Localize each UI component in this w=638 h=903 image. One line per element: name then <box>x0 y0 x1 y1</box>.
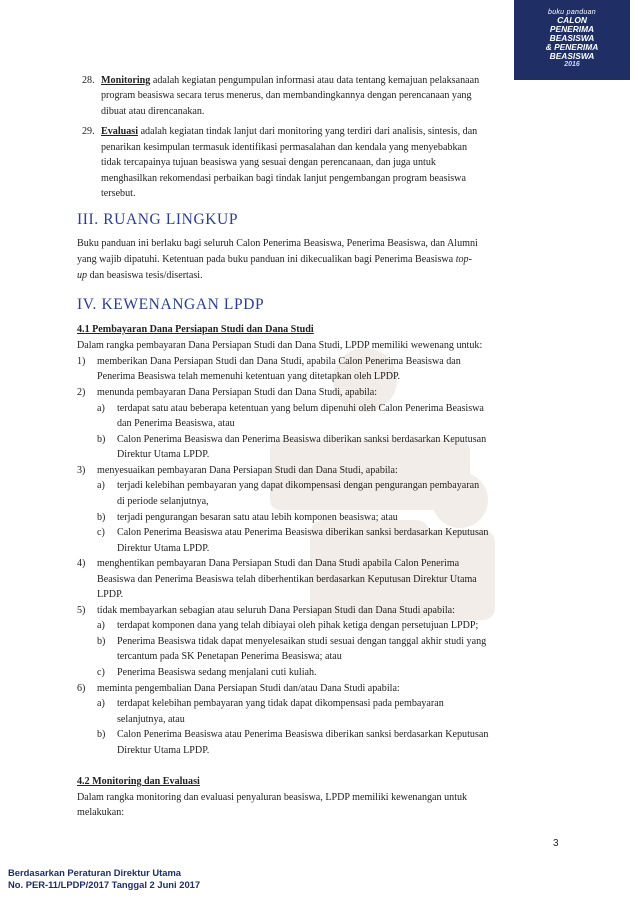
subitem-line: terjadi pengurangan besaran satu atau lebih komponen beasiswa; atau <box>117 512 398 523</box>
body-italic: top- <box>455 254 472 265</box>
def-line: adalah kegiatan pengumpulan informasi atau data tentang kemajuan pelaksanaan <box>152 75 480 86</box>
body-text: yang wajib dipatuhi. Ketentuan pada buku panduan ini dikecualikan bagi Penerima Beasiswa <box>77 254 454 265</box>
item-number: 3) <box>77 465 86 476</box>
subitem-line: terdapat komponen dana yang telah dibiayai oleh pihak ketiga dengan persetujuan LPDP; <box>117 620 479 631</box>
subitem-line: terdapat kelebihan pembayaran yang tidak dapat dikompensasi pada pembayaran <box>117 698 444 709</box>
def-line: penarikan kesimpulan termasuk identifikasi permasalahan dan kendala yang menyebabkan <box>101 142 468 153</box>
item-line: menunda pembayaran Dana Persiapan Studi dan Dana Studi, apabila: <box>97 387 378 398</box>
body-text: dan beasiswa tesis/disertasi. <box>89 270 203 281</box>
badge-year: 2016 <box>564 61 580 68</box>
item-line: memberikan Dana Persiapan Studi dan Dana Studi, apabila Calon Penerima Beasiswa dan <box>97 356 461 367</box>
body-line: melakukan: <box>77 807 125 818</box>
item-line: menyesuaikan pembayaran Dana Persiapan Studi dan Dana Studi, apabila: <box>97 465 398 476</box>
definition-monitoring <box>101 73 563 88</box>
subitem-line: terjadi kelebihan pembayaran yang dapat dikompensasi dengan pengurangan pembayaran <box>117 480 480 491</box>
item-number: 5) <box>77 605 86 616</box>
badge-line1: buku panduan <box>548 9 596 16</box>
item-number: 1) <box>77 356 86 367</box>
item-line: LPDP. <box>97 589 124 600</box>
definition-evaluasi <box>101 124 563 139</box>
subitem-letter: c) <box>97 667 105 678</box>
subitem-line: Direktur Utama LPDP. <box>117 745 210 756</box>
body-italic: up <box>77 270 88 281</box>
subitem-letter: a) <box>97 620 105 631</box>
subitem-line: selanjutnya, atau <box>117 714 185 725</box>
subitem-letter: a) <box>97 403 105 414</box>
def-number: 29. <box>82 126 95 137</box>
section-title-ruang-lingkup: III. RUANG LINGKUP <box>77 211 239 228</box>
subitem-letter: c) <box>97 527 105 538</box>
subitem-line: Direktur Utama LPDP. <box>117 449 210 460</box>
subitem-letter: b) <box>97 729 106 740</box>
def-number: 28. <box>82 75 95 86</box>
term-monitoring: Monitoring <box>101 75 151 86</box>
def-line: menghasilkan rekomendasi perbaikan bagi tindak lanjut pengembangan program beasiswa <box>101 173 466 184</box>
badge-line3: PENERIMA <box>549 24 595 34</box>
subitem-letter: a) <box>97 698 105 709</box>
guide-badge <box>514 0 630 80</box>
item-line: meminta pengembalian Dana Persiapan Studi dan/atau Dana Studi apabila: <box>97 683 400 694</box>
subitem-line: di periode selanjutnya, <box>117 496 209 507</box>
def-line: adalah kegiatan tindak lanjut dari monitoring yang terdiri dari analisis, sintesis, dan <box>140 126 478 137</box>
subsection-title: 4.1 Pembayaran Dana Persiapan Studi dan Dana Studi <box>77 324 314 335</box>
subitem-line: Direktur Utama LPDP. <box>117 543 210 554</box>
subitem-letter: a) <box>97 480 105 491</box>
def-line: dibuat atau direncanakan. <box>101 106 205 117</box>
subitem-line: Penerima Beasiswa sedang menjalani cuti kuliah. <box>117 667 317 678</box>
item-number: 6) <box>77 683 86 694</box>
item-line: Beasiswa dan Penerima Beasiswa telah diberhentikan berdasarkan Keputusan Direktur Utama <box>97 574 477 585</box>
section-title-kewenangan: IV. KEWENANGAN LPDP <box>77 296 265 313</box>
subitem-line: Penerima Beasiswa tidak dapat menyelesaikan studi sesuai dengan tanggal akhir studi yang <box>117 636 487 647</box>
item-number: 4) <box>77 558 86 569</box>
body-line: Buku panduan ini berlaku bagi seluruh Calon Penerima Beasiswa, Penerima Beasiswa, dan Alumni <box>77 238 478 249</box>
item-line: menghentikan pembayaran Dana Persiapan Studi dan Dana Studi apabila Calon Penerima <box>97 558 460 569</box>
subitem-line: tercantum pada SK Penetapan Penerima Beasiswa; atau <box>117 651 342 662</box>
page-number: 3 <box>553 838 559 849</box>
term-evaluasi: Evaluasi <box>101 126 139 137</box>
badge-line6: BEASISWA <box>549 51 595 61</box>
footer-regulation <box>0 867 200 891</box>
footer-line1: Berdasarkan Peraturan Direktur Utama <box>8 867 181 878</box>
item-line: Penerima Beasiswa telah memenuhi ketentuan yang ditetapkan oleh LPDP. <box>97 371 401 382</box>
subitem-line: dan Penerima Beasiswa, atau <box>117 418 235 429</box>
body-line: Dalam rangka pembayaran Dana Persiapan Studi dan Dana Studi, LPDP memiliki wewenang untuk: <box>77 340 483 351</box>
subitem-line: Calon Penerima Beasiswa dan Penerima Beasiswa diberikan sanksi berdasarkan Keputusan <box>117 434 487 445</box>
subitem-line: Calon Penerima Beasiswa atau Penerima Beasiswa diberikan sanksi berdasarkan Keputusan <box>117 527 489 538</box>
def-line: tidak tercapainya tujuan beasiswa yang sesuai dengan perencanaan, dan juga untuk <box>101 157 436 168</box>
body-line <box>77 268 563 283</box>
item-line: tidak membayarkan sebagian atau seluruh Dana Persiapan Studi dan Dana Studi apabila: <box>97 605 455 616</box>
subitem-letter: b) <box>97 636 106 647</box>
badge-line4: BEASISWA <box>549 33 595 43</box>
subitem-line: Calon Penerima Beasiswa atau Penerima Beasiswa diberikan sanksi berdasarkan Keputusan <box>117 729 489 740</box>
subitem-line: terdapat satu atau beberapa ketentuan yang belum dipenuhi oleh Calon Penerima Beasiswa <box>117 403 484 414</box>
item-number: 2) <box>77 387 86 398</box>
def-line: tersebut. <box>101 188 136 199</box>
subitem-letter: b) <box>97 434 106 445</box>
def-line: program beasiswa secara terus menerus, dan membandingkannya dengan perencanaan yang <box>101 90 472 101</box>
badge-line2: CALON <box>557 15 587 25</box>
subitem-letter: b) <box>97 512 106 523</box>
body-line: Dalam rangka monitoring dan evaluasi penyaluran beasiswa, LPDP memiliki kewenangan untuk <box>77 792 468 803</box>
footer-line2: No. PER-11/LPDP/2017 Tanggal 2 Juni 2017 <box>8 879 201 890</box>
body-line <box>77 252 563 267</box>
badge-line5: & PENERIMA <box>545 42 599 52</box>
subsection-title: 4.2 Monitoring dan Evaluasi <box>77 776 200 787</box>
